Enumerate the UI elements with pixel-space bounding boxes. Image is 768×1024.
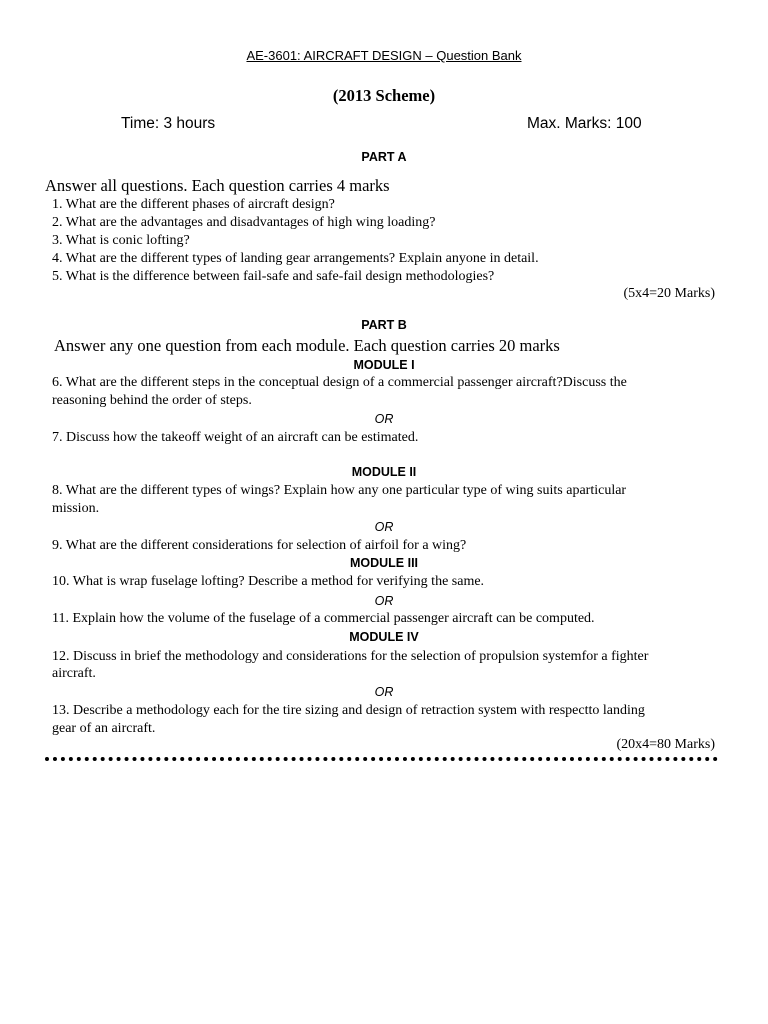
- part-a-heading: PART A: [361, 150, 407, 164]
- module-4-title: MODULE IV: [349, 630, 419, 644]
- question-2: 2. What are the advantages and disadvantages of high wing loading?: [52, 215, 436, 230]
- module-1-title: MODULE I: [353, 358, 415, 372]
- question-7: 7. Discuss how the takeoff weight of an aircraft can be estimated.: [52, 430, 419, 445]
- question-6-line-2: reasoning behind the order of steps.: [52, 393, 252, 408]
- or-separator: OR: [374, 594, 394, 608]
- question-8-line-1: 8. What are the different types of wings? Explain how any one particular type of wing suits aparticular: [52, 483, 627, 498]
- question-3: 3. What is conic lofting?: [52, 233, 190, 248]
- or-separator: OR: [374, 685, 394, 699]
- question-4: 4. What are the different types of landing gear arrangements? Explain anyone in detail.: [52, 251, 539, 266]
- question-5: 5. What is the difference between fail-safe and safe-fail design methodologies?: [52, 269, 495, 284]
- question-11: 11. Explain how the volume of the fuselage of a commercial passenger aircraft can be computed.: [52, 611, 595, 626]
- question-8-line-2: mission.: [52, 501, 100, 516]
- part-b-heading: PART B: [361, 318, 407, 332]
- document-title: AE-3601: AIRCRAFT DESIGN – Question Bank: [246, 48, 522, 63]
- scheme-label: (2013 Scheme): [332, 86, 436, 105]
- module-3-title: MODULE III: [349, 556, 419, 570]
- question-13-line-1: 13. Describe a methodology each for the tire sizing and design of retraction system with respectto landing: [52, 703, 645, 718]
- question-9: 9. What are the different considerations for selection of airfoil for a wing?: [52, 538, 467, 553]
- or-separator: OR: [374, 520, 394, 534]
- question-6-line-1: 6. What are the different steps in the conceptual design of a commercial passenger aircraft?Discuss the: [52, 375, 627, 390]
- max-marks-label: Max. Marks: 100: [527, 115, 642, 132]
- module-2-title: MODULE II: [351, 465, 417, 479]
- question-1: 1. What are the different phases of aircraft design?: [52, 197, 335, 212]
- part-b-instruction: Answer any one question from each module. Each question carries 20 marks: [54, 336, 560, 355]
- part-a-marks: (5x4=20 Marks): [623, 286, 715, 301]
- part-b-marks: (20x4=80 Marks): [616, 737, 715, 752]
- part-a-instruction: Answer all questions. Each question carries 4 marks: [45, 176, 390, 195]
- dotted-divider: [45, 757, 718, 761]
- or-separator: OR: [374, 412, 394, 426]
- question-12-line-1: 12. Discuss in brief the methodology and considerations for the selection of propulsion systemfor a fighter: [52, 649, 649, 664]
- question-12-line-2: aircraft.: [52, 666, 96, 681]
- question-10: 10. What is wrap fuselage lofting? Describe a method for verifying the same.: [52, 574, 485, 589]
- question-13-line-2: gear of an aircraft.: [52, 721, 156, 736]
- time-label: Time: 3 hours: [121, 115, 216, 132]
